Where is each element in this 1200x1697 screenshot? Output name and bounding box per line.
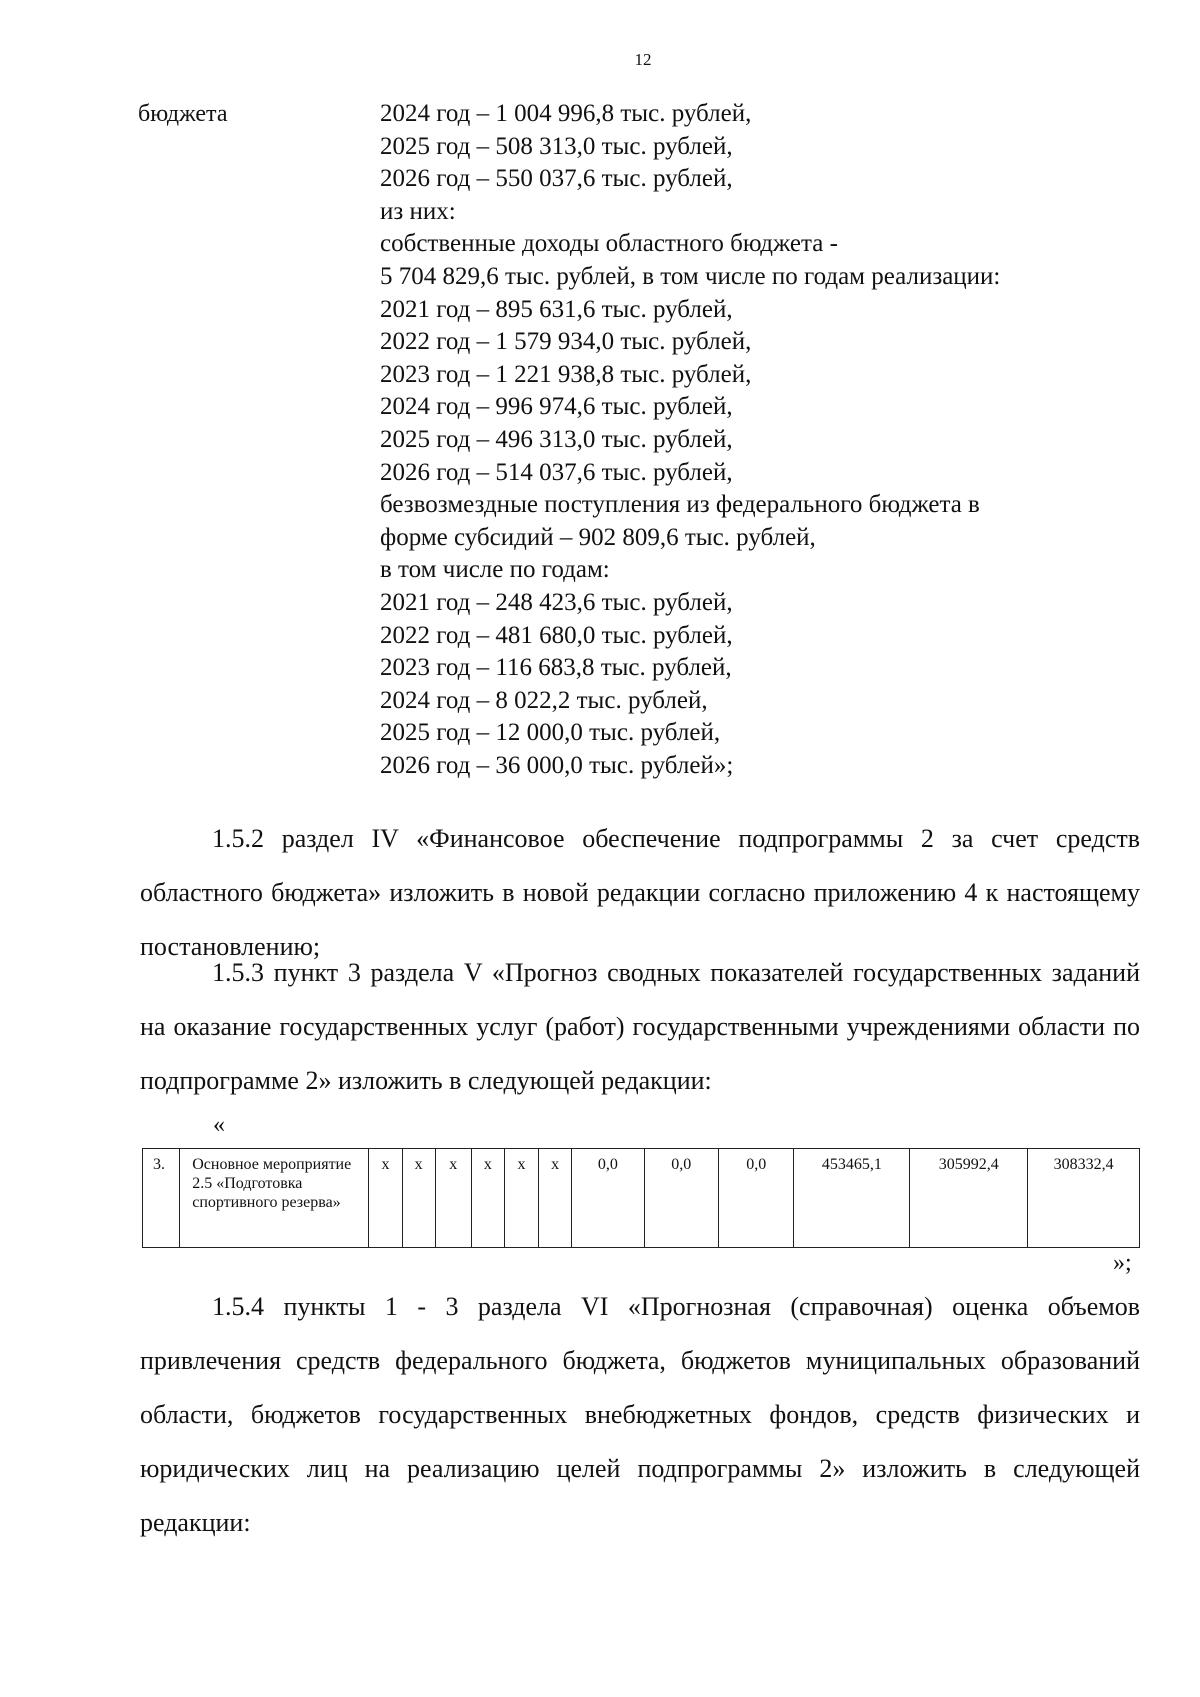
x-cell: x xyxy=(539,1149,572,1248)
budget-line: 2025 год – 508 313,0 тыс. рублей, xyxy=(380,132,733,160)
opening-quote: « xyxy=(213,1112,225,1138)
budget-line: 2022 год – 1 579 934,0 тыс. рублей, xyxy=(380,328,752,356)
value-cell: 308332,4 xyxy=(1028,1149,1140,1248)
budget-line: из них: xyxy=(380,197,456,225)
value-cell: 453465,1 xyxy=(794,1149,910,1248)
budget-line: собственные доходы областного бюджета - xyxy=(380,230,838,258)
left-column-label: бюджета xyxy=(138,101,228,127)
value-cell: 0,0 xyxy=(644,1149,718,1248)
value-cell: 0,0 xyxy=(719,1149,794,1248)
closing-quote: »; xyxy=(1113,1250,1132,1276)
x-cell: x xyxy=(435,1149,471,1248)
budget-line: 2026 год – 550 037,6 тыс. рублей, xyxy=(380,165,733,193)
budget-line: 2021 год – 248 423,6 тыс. рублей, xyxy=(380,588,733,616)
paragraph-1-5-4: 1.5.4 пункты 1 - 3 раздела VI «Прогнозная (справочная) оценка объемов привлечения средств федерального бюджета, бюджетов муниципальных образований области, бюджетов государственных внебюджетных фондов, средств физических и юридических лиц на реализацию целей подпрограммы 2» изложить в следующей редакции: xyxy=(140,1292,1140,1537)
row-name-cell: Основное мероприятие 2.5 «Подготовка спортивного резерва» xyxy=(180,1149,369,1248)
budget-line: 2023 год – 1 221 938,8 тыс. рублей, xyxy=(380,360,752,388)
value-cell: 305992,4 xyxy=(910,1149,1028,1248)
page-number: 12 xyxy=(634,50,652,69)
x-cell: x xyxy=(369,1149,402,1248)
indicator-table xyxy=(142,1148,1140,1248)
paragraph-1-5-2: 1.5.2 раздел IV «Финансовое обеспечение подпрограммы 2 за счет средств областного бюджета» изложить в новой редакции согласно приложению 4 к настоящему постановлению; xyxy=(140,824,1140,961)
budget-line: 2024 год – 1 004 996,8 тыс. рублей, xyxy=(380,100,752,127)
budget-line: 2022 год – 481 680,0 тыс. рублей, xyxy=(380,621,733,649)
value-cell: 0,0 xyxy=(572,1149,644,1248)
paragraph-1-5-3: 1.5.3 пункт 3 раздела V «Прогноз сводных показателей государственных заданий на оказание государственных услуг (работ) государственными учреждениями области по подпрограмме 2» изложить в следующей редакции: xyxy=(140,958,1140,1095)
budget-line: 2024 год – 8 022,2 тыс. рублей, xyxy=(380,686,708,714)
budget-line: в том числе по годам: xyxy=(380,556,610,584)
budget-line: 2023 год – 116 683,8 тыс. рублей, xyxy=(380,654,732,682)
x-cell: x xyxy=(504,1149,538,1248)
budget-line: 5 704 829,6 тыс. рублей, в том числе по годам реализации: xyxy=(380,262,1001,290)
budget-lines-list xyxy=(380,98,1140,782)
budget-line: 2021 год – 895 631,6 тыс. рублей, xyxy=(380,295,733,323)
x-cell: x xyxy=(402,1149,435,1248)
x-cell: x xyxy=(471,1149,504,1248)
budget-line: форме субсидий – 902 809,6 тыс. рублей, xyxy=(380,523,816,551)
budget-line: 2025 год – 12 000,0 тыс. рублей, xyxy=(380,719,721,747)
budget-line: 2026 год – 36 000,0 тыс. рублей»; xyxy=(380,751,734,779)
budget-line: 2026 год – 514 037,6 тыс. рублей, xyxy=(380,458,733,486)
row-number-cell: 3. xyxy=(143,1149,180,1248)
budget-line: 2024 год – 996 974,6 тыс. рублей, xyxy=(380,393,733,421)
budget-line: безвозмездные поступления из федерального бюджета в xyxy=(380,491,980,519)
budget-line: 2025 год – 496 313,0 тыс. рублей, xyxy=(380,425,733,453)
table-row xyxy=(143,1149,1140,1248)
